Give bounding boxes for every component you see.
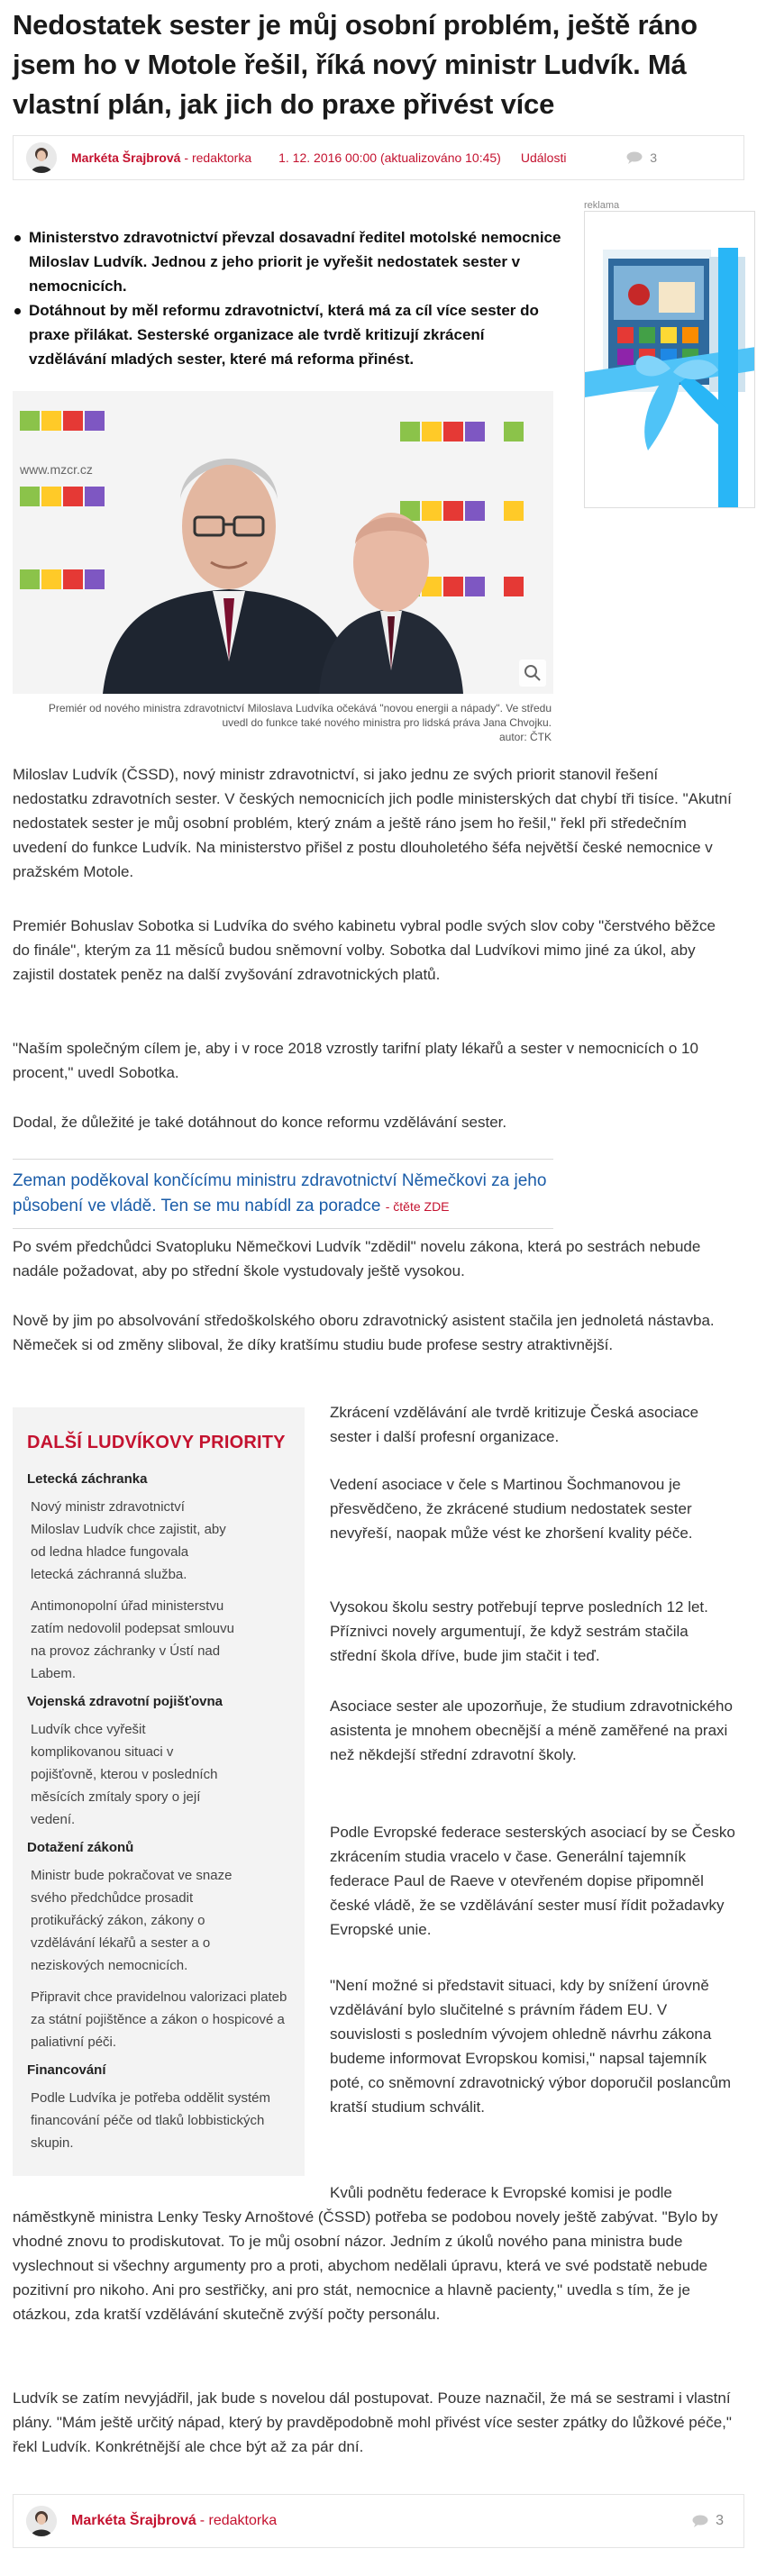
article-paragraph: Dodal, že důležité je také dotáhnout do konce reformu vzdělávání sester. bbox=[13, 1114, 507, 1131]
comments-link[interactable] bbox=[626, 150, 657, 165]
priority-text: Ludvík chce vyřešit komplikovanou situaci v pojišťovně, kterou v posledních měsících zmítaly spory o její vedení. bbox=[31, 1722, 218, 1827]
priority-text: Nový ministr zdravotnictví Miloslav Ludvík chce zajistit, aby od ledna hladce fungovala letecká záchranná služba. bbox=[31, 1499, 226, 1582]
author-bar bbox=[13, 135, 744, 180]
related-article-title[interactable]: Zeman poděkoval končícímu ministru zdravotnictví Němečkovi za jeho působení ve vládě. Ten se mu nabídl za poradce bbox=[13, 1171, 547, 1215]
comments-link[interactable] bbox=[692, 2513, 724, 2529]
priority-heading: Vojenská zdravotní pojišťovna bbox=[27, 1694, 223, 1709]
article-paragraph: "Není možné si představit situaci, kdy by snížení úrovně vzdělávání bylo slučitelné s právním řádem EU. V souvislosti s posledním vývojem ohledně návrhu zákona budeme informovat Evropskou komisi," napsal tajemník poté, co sněmovní zdravotnický výbor doporučil poslancům kratší studium schválit. bbox=[330, 1977, 732, 2116]
priority-heading: Financování bbox=[27, 2062, 106, 2078]
perex-item: Ministerstvo zdravotnictví převzal dosavadní ředitel motolské nemocnice Miloslav Ludvík. Jednou z jeho priorit je vyřešit nedostatek sester v nemocnicích. bbox=[13, 225, 562, 298]
priority-text: Antimonopolní úřad ministerstvu zatím nedovolil podepsat smlouvu na provoz záchranky v Ústí nad Labem. bbox=[31, 1598, 234, 1681]
article-paragraph: Kvůli podnětu federace k Evropské komisi je podle náměstkyně ministra Lenky Tesky Arnoštové (ČSSD) potřeba se podobou novely ještě zabývat. "Bylo by vhodné znovu to prodiskutovat. To je můj osobní názor. Jedním z úkolů nového pana ministra bude vyslechnout si všechny argumenty pro a proti, abychom nedělali úpravu, která ve své podstatě nebude pozitivní pro nikoho. Ani pro sestřičky, ani pro stát, nemocnice a hlavně pacienty," uvedla s tím, že je otázkou, zda kratší vzdělávání skutečně zvýší počty personálu. bbox=[13, 2184, 718, 2323]
perex-item: Dotáhnout by měl reformu zdravotnictví, která má za cíl více sester do praxe přilákat. Sesterské organizace ale tvrdě kritizují zkrácení vzdělávání mladých sester, které má reforma přinést. bbox=[13, 298, 562, 371]
comments-count: 3 bbox=[650, 150, 657, 165]
zoom-icon[interactable] bbox=[519, 660, 546, 687]
photo-caption-text: Premiér od nového ministra zdravotnictví Miloslava Ludvíka očekává "novou energii a nápady". Ve středu uvedl do funkce také nového ministra pro lidská práva Jana Chvojku. bbox=[48, 702, 552, 729]
article-headline: Nedostatek sester je můj osobní problém, ještě ráno jsem ho v Motole řešil, říká nový ministr Ludvík. Má vlastní plán, jak jich do praxe přivést více bbox=[13, 9, 698, 120]
section-link[interactable]: Události bbox=[520, 150, 567, 165]
article-paragraph: Vysokou školu sestry potřebují teprve posledních 12 let. Příznivci novely argumentují, že když sestrám stačila střední škola dříve, bude jim stačit i teď. bbox=[330, 1598, 708, 1664]
article-paragraph: Asociace sester ale upozorňuje, že studium zdravotnického asistenta je mnohem obecnější a méně zaměřené na praxi než někdejší střední zdravotní školy. bbox=[330, 1698, 733, 1763]
backdrop-url: www.mzcr.cz bbox=[20, 462, 93, 477]
article-paragraph: Premiér Bohuslav Sobotka si Ludvíka do svého kabinetu vybral podle svých slov coby "čerstvého běžce do finále", kterým za 11 měsíců budou sněmovní volby. Sobotka dal Ludvíkovi mimo jiné za úkol, aby zajistil dostatek peněz na další zvyšování zdravotnických platů. bbox=[13, 917, 716, 983]
article-paragraph: Po svém předchůdci Svatopluku Němečkovi Ludvík "zdědil" novelu zákona, která po sestrách nebude nadále požadovat, aby po střední škole vystudovaly ještě vysokou. bbox=[13, 1238, 701, 1279]
article-photo[interactable] bbox=[13, 391, 553, 694]
gift-box-ad-image bbox=[585, 212, 755, 508]
priority-heading: Dotažení zákonů bbox=[27, 1840, 134, 1855]
article-perex bbox=[13, 225, 562, 371]
comment-icon bbox=[692, 2515, 708, 2527]
priorities-box-title: DALŠÍ LUDVÍKOVY PRIORITY bbox=[27, 1433, 286, 1452]
author-avatar[interactable] bbox=[26, 2506, 57, 2536]
ad-label: reklama bbox=[584, 200, 620, 211]
article-paragraph: Nově by jim po absolvování středoškolského oboru zdravotnický asistent stačila jen jednoletá nástavba. Němeček si od změny sliboval, že díky kratšímu studiu bude profese sestry atraktivnější. bbox=[13, 1312, 715, 1353]
priority-text: Podle Ludvíka je potřeba oddělit systém financování péče od tlaků lobbistických skupin. bbox=[31, 2090, 270, 2151]
author-name[interactable]: Markéta Šrajbrová bbox=[71, 150, 181, 165]
priorities-box bbox=[13, 1407, 305, 2176]
advertisement[interactable] bbox=[584, 211, 755, 508]
comments-count: 3 bbox=[716, 2513, 724, 2528]
priority-text: Ministr bude pokračovat ve snaze svého předchůdce prosadit protikuřácký zákon, zákony o vzdělávání lékařů a sester a o neziskových nemocnicích. bbox=[31, 1868, 233, 1973]
author-bar-bottom bbox=[13, 2494, 744, 2548]
article-paragraph: Ludvík se zatím nevyjádřil, jak bude s novelou dál postupovat. Pouze naznačil, že má se sestrami i vlastní plány. "Mám ještě určitý nápad, který by pravděpodobně mohl přivést více sester zpátky do lůžkové péče," řekl Ludvík. Konkrétnější ale chce být až za pár dní. bbox=[13, 2389, 732, 2455]
article-paragraph: Zkrácení vzdělávání ale tvrdě kritizuje Česká asociace sester i další profesní organizace. bbox=[330, 1404, 699, 1445]
article-paragraph: Miloslav Ludvík (ČSSD), nový ministr zdravotnictví, si jako jednu ze svých priorit stanovil řešení nedostatku zdravotních sester. V českých nemocnicích jich podle ministerských dat chybí tři tisíce. "Akutní nedostatek sester je můj osobní problém, který znám a ještě ráno jsem ho řešil," řekl při středečním uvedení do funkce Ludvík. Na ministerstvo přišel z postu dlouholetého šéfa největší české nemocnice v pražském Motole. bbox=[13, 766, 732, 880]
author-name[interactable]: Markéta Šrajbrová bbox=[71, 2513, 196, 2528]
photo-caption bbox=[36, 701, 552, 744]
author-role: - redaktorka bbox=[184, 150, 252, 165]
related-read-more[interactable]: - čtěte ZDE bbox=[385, 1199, 450, 1214]
author-role: - redaktorka bbox=[199, 2513, 278, 2528]
related-article-link[interactable] bbox=[13, 1159, 553, 1229]
publish-date: 1. 12. 2016 00:00 (aktualizováno 10:45) bbox=[278, 150, 501, 165]
comment-icon bbox=[626, 151, 643, 164]
priority-heading: Letecká záchranka bbox=[27, 1471, 148, 1487]
article-paragraph: Podle Evropské federace sesterských asociací by se Česko zkrácením studia vracelo v čase. Generální tajemník federace Paul de Raeve v otevřeném dopise připomněl české vládě, že se vzdělávání sester musí řídit požadavky Evropské unie. bbox=[330, 1824, 735, 1938]
article-paragraph: Vedení asociace v čele s Martinou Šochmanovou je přesvědčeno, že zkrácené studium nedostatek sester nevyřeší, naopak může vést ke zhoršení kvality péče. bbox=[330, 1476, 693, 1542]
priority-text: Připravit chce pravidelnou valorizaci plateb za státní pojištěnce a zákon o hospicové a paliativní péči. bbox=[31, 1989, 287, 2050]
article-paragraph: "Naším společným cílem je, aby i v roce 2018 vzrostly tarifní platy lékařů a sester v nemocnicích o 10 procent," uvedl Sobotka. bbox=[13, 1040, 698, 1081]
photo-credit: autor: ČTK bbox=[498, 731, 552, 743]
ministers-photo bbox=[13, 391, 553, 694]
author-avatar[interactable] bbox=[26, 142, 57, 173]
